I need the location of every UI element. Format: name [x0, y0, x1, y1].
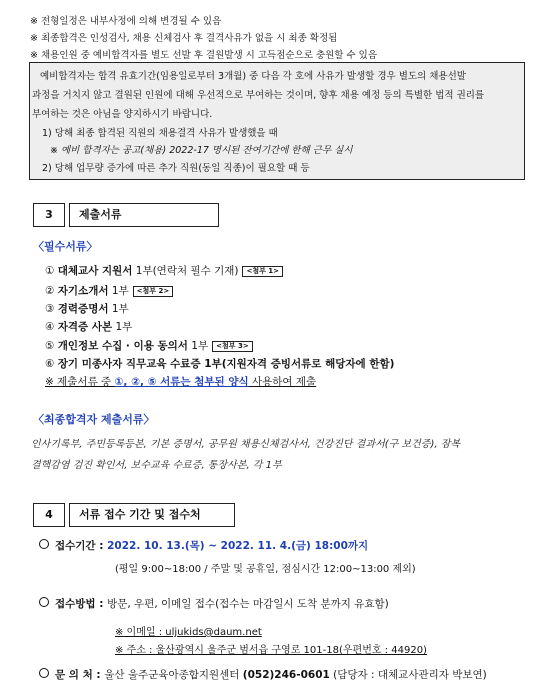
required-doc-item: ⑤ 개인정보 수집 · 이용 동의서 1부 <첨부 3> [45, 338, 253, 353]
reserve-item-1-note: ※ 예비 합격자는 공고(채용) 2022-17 명시된 잔여기간에 한해 근무 실시 [50, 145, 353, 156]
reserve-info-box [29, 62, 525, 180]
bullet-circle-icon [39, 597, 49, 607]
required-doc-item: ① 대체교사 지원서 1부(연락처 필수 기재) <첨부 1> [45, 263, 283, 278]
reserve-item-2: 2) 당해 업무량 증가에 따른 추가 직원(동일 직종)이 필요할 때 등 [42, 163, 310, 174]
reserve-item-1: 1) 당해 최종 합격된 직원의 채용결격 사유가 발생했을 때 [42, 128, 278, 139]
section-3-title: 제출서류 [69, 203, 219, 227]
reserve-candidate-note: ※ 채용인원 중 예비합격자를 별도 선발 후 결원발생 시 고득점순으로 충원할 수 있음 [30, 50, 378, 61]
bullet-circle-icon [39, 668, 49, 678]
attachment-2-tag: <첨부 2> [133, 286, 174, 297]
final-docs-heading: 〈최종합격자 제출서류〉 [33, 413, 155, 426]
contact-row: 문 의 처 : 울산 울주군육아종합지원센터 (052)246-0601 (담당자 : 대체교사관리자 박보연) [39, 667, 487, 682]
final-docs-line-1: 인사기록부, 주민등록등본, 기본 증명서, 공무원 채용신체검사서, 건강진단 결과서(구 보건증), 잠복 [31, 439, 461, 450]
final-docs-line-2: 결핵감염 검진 확인서, 보수교육 수료증, 통장사본, 각 1부 [31, 460, 282, 471]
required-doc-item: ② 자기소개서 1부 <첨부 2> [45, 283, 173, 298]
attachment-1-tag: <첨부 1> [242, 266, 283, 277]
final-pass-note: ※ 최종합격은 인성검사, 채용 신체검사 후 결격사유가 없을 시 최종 확정됨 [30, 33, 338, 44]
section-4-number: 4 [33, 503, 65, 527]
attachment-3-tag: <첨부 3> [212, 341, 253, 352]
section-4-title: 서류 접수 기간 및 접수처 [69, 503, 235, 527]
email-contact: ※ 이메일 : uljukids@daum.net [115, 627, 262, 638]
required-doc-item: ⑥ 장기 미종사자 직무교육 수료증 1부(지원자격 증빙서류로 해당자에 한함) [45, 358, 395, 370]
attached-form-note: ※ 제출서류 중 ①, ②, ⑤ 서류는 첨부된 양식 사용하여 제출 [45, 376, 317, 388]
required-doc-item: ④ 자격증 사본 1부 [45, 321, 133, 333]
bullet-circle-icon [39, 539, 49, 549]
reserve-line-2: 과정을 거치지 않고 결원된 인원에 대해 우선적으로 부여하는 것이며, 향후 채용 예정 등의 특별한 법적 권리를 [32, 90, 485, 101]
period-row: 접수기간 : 2022. 10. 13.(목) ~ 2022. 11. 4.(금) 18:00까지 [39, 538, 368, 553]
method-row: 접수방법 : 방문, 우편, 이메일 접수(접수는 마감일시 도착 분까지 유효함) [39, 596, 389, 611]
reserve-line-1: 예비합격자는 합격 유효기간(임용일로부터 3개월) 중 다음 각 호에 사유가 발생할 경우 별도의 채용선발 [40, 71, 466, 82]
required-doc-item: ③ 경력증명서 1부 [45, 303, 129, 315]
required-docs-heading: 〈필수서류〉 [33, 240, 98, 253]
schedule-change-note: ※ 전형일정은 내부사정에 의해 변경될 수 있음 [30, 16, 222, 27]
reserve-line-3: 부여하는 것은 아님을 양지하시기 바랍니다. [32, 109, 213, 120]
period-sub: (평일 9:00~18:00 / 주말 및 공휴일, 점심시간 12:00~13:00 제외) [115, 564, 416, 575]
section-3-number: 3 [33, 203, 65, 227]
mailing-address: ※ 주소 : 울산광역시 울주군 범서읍 구영로 101-18(우편번호 : 44920) [115, 645, 427, 656]
